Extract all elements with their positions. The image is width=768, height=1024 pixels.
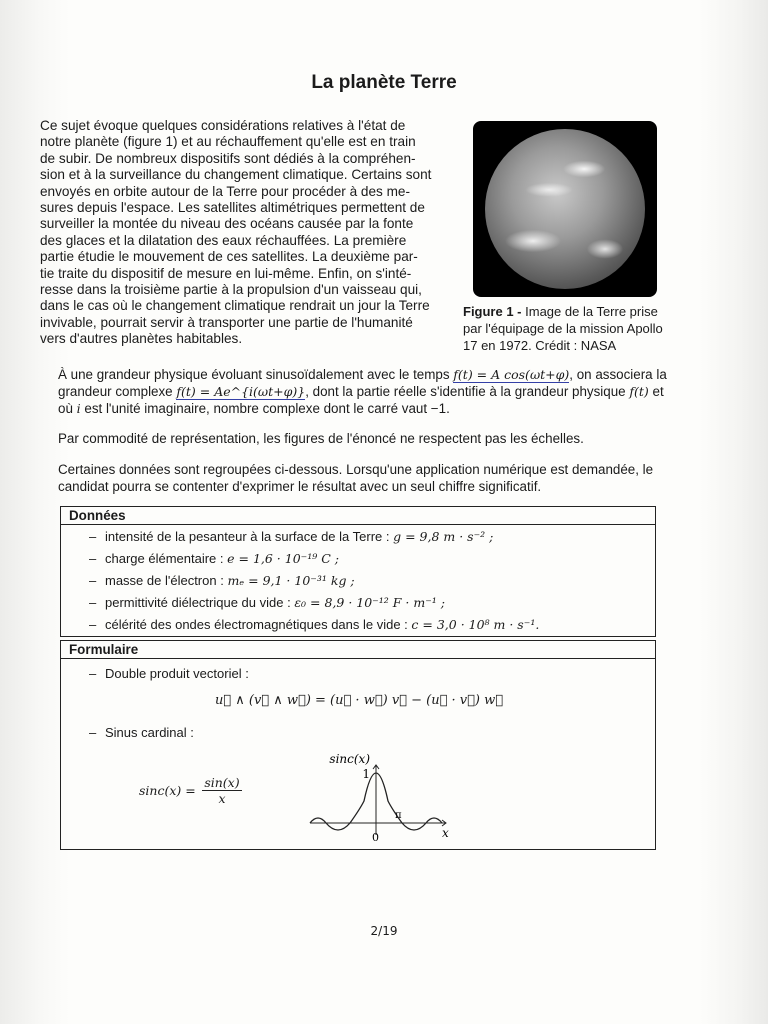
intro-paragraph: Ce sujet évoque quelques considérations relatives à l'état de notre planète (figure 1) et au réchauffement qu'elle est en train de subir. De nombreux dispositifs sont dédiés à la compréhen- sion et à la surveillance du changement climatique. Certains sont envoyés en orbite autour de la Terre pour procéder à des me- sures depuis l'espace. Les satellites altimétriques permettent de surveiller la montée du niveau des océans causée par la fonte des glaces et la dilatation des eaux réchauffées. La première partie étudie le mouvement de ces satellites. La deuxième par- tie traite du dispositif de mesure en lui-même. Enfin, on s'inté- resse dans la troisième partie à la propulsion d'un vaisseau qui, dans le cas où le changement climatique rendrait un jour la Terre invivable, pourrait servir à transporter une partie de l'humanité vers d'autres planètes habitables. xyxy=(40,118,432,347)
formula-real: f(t) = A cos(ωt+φ) xyxy=(453,367,570,382)
donnees-box xyxy=(60,506,656,637)
page-number: 2/19 xyxy=(370,924,398,938)
formulaire-vector-item: – Double produit vectoriel : xyxy=(89,666,249,681)
graph-title: sinc(x) xyxy=(329,752,370,766)
donnee-permittivity: – permittivité diélectrique du vide : ε₀ = 8,9 · 10⁻¹² F · m⁻¹ ; xyxy=(89,595,446,610)
graph-pi: π xyxy=(395,810,402,821)
figure-label: Figure 1 - xyxy=(463,304,522,319)
donnee-charge: – charge élémentaire : e = 1,6 · 10⁻¹⁹ C ; xyxy=(89,551,340,566)
complex-notation-paragraph: À une grandeur physique évoluant sinusoïdalement avec le temps f(t) = A cos(ωt+φ), on associera la grandeur complexe f(t) = Ae^{i(ωt+φ)}, dont la partie réelle s'identifie à la grandeur physique f(t) et où i est l'unité imaginaire, nombre complexe dont le carré vaut −1. xyxy=(58,367,667,416)
graph-zero: 0 xyxy=(372,831,379,844)
donnee-electron-mass: – masse de l'électron : mₑ = 9,1 · 10⁻³¹ kg ; xyxy=(89,573,355,588)
earth-globe xyxy=(485,129,645,289)
formula-complex: f(t) = Ae^{i(ωt+φ)} xyxy=(176,384,306,399)
graph-x-label: x xyxy=(442,826,449,840)
donnee-light-speed: – célérité des ondes électromagnétiques dans le vide : c = 3,0 · 10⁸ m · s⁻¹. xyxy=(89,617,540,632)
figure-caption xyxy=(463,303,665,354)
data-note: Certaines données sont regroupées ci-dessous. Lorsqu'une application numérique est demandée, le candidat pourra se contenter d'exprimer le résultat avec un seul chiffre significatif. xyxy=(58,462,654,494)
scale-note: Par commodité de représentation, les figures de l'énoncé ne respectent pas les échelles. xyxy=(58,431,584,446)
vector-product-formula: u⃗ ∧ (v⃗ ∧ w⃗) = (u⃗ · w⃗) v⃗ − (u⃗ · v⃗) w⃗ xyxy=(214,693,504,708)
figure-caption-text: Image de la Terre prise par l'équipage de la mission Apollo 17 en 1972. Crédit : NASA xyxy=(463,304,663,353)
sinc-definition: sinc(x) = $\frac{\sin(x)}{x}$ xyxy=(139,775,240,806)
sinc-graph xyxy=(306,751,456,849)
formulaire-sinc-item: – Sinus cardinal : xyxy=(89,725,194,740)
formulaire-box xyxy=(60,640,656,850)
graph-y1: 1 xyxy=(362,767,370,781)
formulaire-heading: Formulaire xyxy=(61,641,655,659)
donnees-heading: Données xyxy=(61,507,655,525)
earth-photo xyxy=(473,121,657,297)
page-title: La planète Terre xyxy=(311,72,457,93)
donnee-gravity: – intensité de la pesanteur à la surface de la Terre : g = 9,8 m · s⁻² ; xyxy=(89,529,494,544)
